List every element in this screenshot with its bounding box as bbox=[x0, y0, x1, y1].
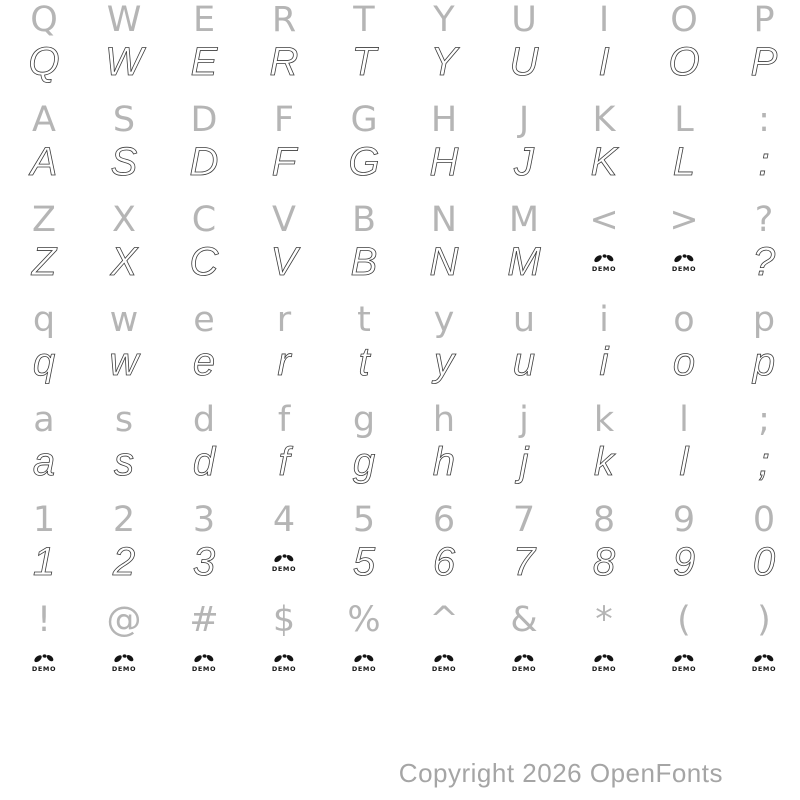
reference-glyph: A bbox=[32, 100, 56, 140]
demo-font-glyph: A bbox=[30, 140, 58, 184]
demo-ornament-icon bbox=[193, 652, 215, 665]
reference-glyph: V bbox=[272, 200, 296, 240]
demo-font-glyph: K bbox=[590, 140, 618, 184]
demo-font-glyph: 1 bbox=[32, 540, 56, 584]
glyph-group-3 bbox=[4, 200, 800, 300]
demo-font-glyph: o bbox=[672, 340, 696, 384]
demo-font-glyph: u bbox=[512, 340, 536, 384]
demo-font-row bbox=[4, 40, 800, 84]
glyph-group-2 bbox=[4, 100, 800, 200]
reference-glyph: Z bbox=[32, 200, 56, 240]
demo-word-label: DEMO bbox=[671, 264, 697, 273]
reference-glyph: G bbox=[350, 100, 378, 140]
demo-font-glyph: p bbox=[752, 340, 776, 384]
demo-word-label: DEMO bbox=[431, 664, 457, 673]
reference-glyph: ? bbox=[754, 200, 774, 240]
reference-glyph: 2 bbox=[112, 500, 136, 540]
reference-glyph: K bbox=[592, 100, 616, 140]
demo-ornament-icon bbox=[593, 652, 615, 665]
reference-row bbox=[4, 200, 800, 240]
demo-font-glyph: q bbox=[32, 340, 56, 384]
demo-font-glyph: 6 bbox=[432, 540, 456, 584]
demo-placeholder-glyph bbox=[564, 240, 644, 284]
reference-glyph: $ bbox=[272, 600, 296, 640]
reference-glyph: < bbox=[589, 200, 619, 240]
reference-row bbox=[4, 100, 800, 140]
reference-glyph: h bbox=[432, 400, 456, 440]
demo-word-label: DEMO bbox=[591, 664, 617, 673]
reference-glyph: s bbox=[114, 400, 134, 440]
reference-glyph: 8 bbox=[592, 500, 616, 540]
demo-font-glyph: E bbox=[190, 40, 218, 84]
demo-placeholder-glyph bbox=[244, 540, 324, 584]
reference-glyph: ^ bbox=[429, 600, 459, 640]
copyright-text: Copyright 2026 OpenFonts bbox=[398, 758, 723, 788]
demo-mark bbox=[752, 652, 776, 673]
glyph-group-7 bbox=[4, 600, 800, 700]
demo-word-label: DEMO bbox=[111, 664, 137, 673]
demo-placeholder-glyph bbox=[164, 640, 244, 684]
glyph-group-5 bbox=[4, 400, 800, 500]
reference-glyph: D bbox=[190, 100, 218, 140]
reference-glyph: F bbox=[273, 100, 295, 140]
demo-font-glyph: N bbox=[429, 240, 459, 284]
demo-mark bbox=[672, 252, 696, 273]
demo-ornament-icon bbox=[433, 652, 455, 665]
demo-font-glyph: t bbox=[358, 340, 370, 384]
demo-font-glyph: g bbox=[352, 440, 376, 484]
reference-glyph: ; bbox=[758, 400, 770, 440]
demo-font-glyph: P bbox=[750, 40, 778, 84]
demo-ornament-icon bbox=[273, 552, 295, 565]
reference-row bbox=[4, 500, 800, 540]
reference-glyph: f bbox=[277, 400, 291, 440]
demo-font-glyph: r bbox=[277, 340, 291, 384]
demo-word-label: DEMO bbox=[31, 664, 57, 673]
reference-glyph: 3 bbox=[192, 500, 216, 540]
reference-glyph: w bbox=[109, 300, 139, 340]
reference-glyph: 9 bbox=[672, 500, 696, 540]
reference-glyph: u bbox=[512, 300, 536, 340]
demo-font-glyph: k bbox=[594, 440, 614, 484]
demo-ornament-icon bbox=[353, 652, 375, 665]
reference-glyph: J bbox=[518, 100, 530, 140]
demo-font-glyph: 9 bbox=[672, 540, 696, 584]
reference-glyph: : bbox=[758, 100, 770, 140]
demo-font-row bbox=[4, 440, 800, 484]
reference-glyph: k bbox=[593, 400, 615, 440]
reference-glyph: r bbox=[276, 300, 292, 340]
demo-font-row bbox=[4, 640, 800, 684]
glyph-group-6 bbox=[4, 500, 800, 600]
demo-font-glyph: s bbox=[114, 440, 134, 484]
reference-glyph: # bbox=[189, 600, 219, 640]
demo-mark bbox=[352, 652, 376, 673]
reference-glyph: & bbox=[510, 600, 538, 640]
demo-font-glyph: i bbox=[599, 340, 609, 384]
demo-placeholder-glyph bbox=[644, 240, 724, 284]
demo-mark bbox=[112, 652, 136, 673]
reference-glyph: e bbox=[193, 300, 215, 340]
demo-placeholder-glyph bbox=[4, 640, 84, 684]
demo-font-glyph: e bbox=[192, 340, 216, 384]
reference-glyph: O bbox=[670, 0, 698, 40]
demo-font-glyph: H bbox=[429, 140, 459, 184]
font-specimen-grid bbox=[4, 0, 800, 700]
demo-font-glyph: l bbox=[679, 440, 689, 484]
demo-word-label: DEMO bbox=[751, 664, 777, 673]
reference-glyph: ( bbox=[677, 600, 691, 640]
demo-word-label: DEMO bbox=[671, 664, 697, 673]
demo-mark bbox=[432, 652, 456, 673]
demo-font-glyph: J bbox=[514, 140, 534, 184]
demo-mark bbox=[272, 652, 296, 673]
reference-glyph: T bbox=[353, 0, 375, 40]
demo-font-glyph: w bbox=[109, 340, 139, 384]
reference-row bbox=[4, 600, 800, 640]
reference-row bbox=[4, 300, 800, 340]
demo-word-label: DEMO bbox=[191, 664, 217, 673]
demo-font-glyph: h bbox=[432, 440, 456, 484]
demo-font-glyph: L bbox=[672, 140, 696, 184]
reference-glyph: 0 bbox=[752, 500, 776, 540]
reference-glyph: * bbox=[595, 600, 613, 640]
reference-glyph: 7 bbox=[512, 500, 536, 540]
demo-font-glyph: T bbox=[351, 40, 377, 84]
demo-font-glyph: O bbox=[668, 40, 700, 84]
demo-mark bbox=[272, 552, 296, 573]
reference-glyph: S bbox=[112, 100, 136, 140]
reference-glyph: y bbox=[433, 300, 455, 340]
demo-placeholder-glyph bbox=[724, 640, 800, 684]
reference-row bbox=[4, 0, 800, 40]
reference-glyph: o bbox=[673, 300, 695, 340]
demo-font-glyph: f bbox=[278, 440, 290, 484]
demo-ornament-icon bbox=[753, 652, 775, 665]
reference-glyph: i bbox=[599, 300, 609, 340]
glyph-group-4 bbox=[4, 300, 800, 400]
demo-font-glyph: 5 bbox=[352, 540, 376, 584]
demo-ornament-icon bbox=[673, 252, 695, 265]
demo-font-glyph: M bbox=[507, 240, 541, 284]
demo-font-glyph: G bbox=[348, 140, 380, 184]
glyph-group-1 bbox=[4, 0, 800, 100]
reference-glyph: 1 bbox=[32, 500, 56, 540]
demo-mark bbox=[512, 652, 536, 673]
reference-glyph: R bbox=[271, 0, 297, 40]
reference-glyph: t bbox=[357, 300, 371, 340]
reference-glyph: 6 bbox=[432, 500, 456, 540]
demo-ornament-icon bbox=[33, 652, 55, 665]
demo-word-label: DEMO bbox=[591, 264, 617, 273]
reference-glyph: 4 bbox=[272, 500, 296, 540]
demo-font-glyph: S bbox=[110, 140, 138, 184]
reference-glyph: L bbox=[674, 100, 694, 140]
reference-glyph: H bbox=[430, 100, 458, 140]
demo-placeholder-glyph bbox=[404, 640, 484, 684]
reference-glyph: Q bbox=[30, 0, 58, 40]
demo-font-glyph: d bbox=[192, 440, 216, 484]
demo-font-row bbox=[4, 540, 800, 584]
reference-glyph: l bbox=[679, 400, 689, 440]
demo-placeholder-glyph bbox=[324, 640, 404, 684]
reference-glyph: g bbox=[352, 400, 376, 440]
demo-font-glyph: y bbox=[434, 340, 454, 384]
demo-font-glyph: D bbox=[189, 140, 219, 184]
demo-font-glyph: j bbox=[519, 440, 529, 484]
reference-glyph: ! bbox=[36, 600, 52, 640]
demo-word-label: DEMO bbox=[271, 564, 297, 573]
demo-placeholder-glyph bbox=[484, 640, 564, 684]
demo-word-label: DEMO bbox=[351, 664, 377, 673]
demo-font-glyph: 8 bbox=[592, 540, 616, 584]
demo-font-glyph: F bbox=[271, 140, 297, 184]
demo-font-glyph: U bbox=[509, 40, 539, 84]
reference-glyph: B bbox=[351, 200, 376, 240]
demo-font-row bbox=[4, 340, 800, 384]
demo-font-glyph: 0 bbox=[752, 540, 776, 584]
demo-font-glyph: a bbox=[32, 440, 56, 484]
demo-font-row bbox=[4, 240, 800, 284]
demo-ornament-icon bbox=[673, 652, 695, 665]
demo-font-glyph: : bbox=[758, 140, 770, 184]
demo-mark bbox=[592, 252, 616, 273]
demo-word-label: DEMO bbox=[511, 664, 537, 673]
demo-font-row bbox=[4, 140, 800, 184]
reference-glyph: 5 bbox=[352, 500, 376, 540]
reference-row bbox=[4, 400, 800, 440]
demo-font-glyph: V bbox=[270, 240, 298, 284]
demo-placeholder-glyph bbox=[244, 640, 324, 684]
demo-font-glyph: ; bbox=[758, 440, 770, 484]
reference-glyph: a bbox=[33, 400, 55, 440]
reference-glyph: @ bbox=[106, 600, 142, 640]
reference-glyph: U bbox=[511, 0, 537, 40]
reference-glyph: N bbox=[430, 200, 458, 240]
demo-font-glyph: ? bbox=[752, 240, 776, 284]
demo-font-glyph: 7 bbox=[512, 540, 536, 584]
demo-font-glyph: B bbox=[350, 240, 378, 284]
demo-ornament-icon bbox=[113, 652, 135, 665]
demo-font-glyph: W bbox=[105, 40, 143, 84]
reference-glyph: Y bbox=[433, 0, 455, 40]
reference-glyph: E bbox=[192, 0, 216, 40]
reference-glyph: d bbox=[192, 400, 216, 440]
demo-ornament-icon bbox=[273, 652, 295, 665]
reference-glyph: W bbox=[106, 0, 142, 40]
reference-glyph: M bbox=[508, 200, 540, 240]
demo-mark bbox=[672, 652, 696, 673]
demo-placeholder-glyph bbox=[644, 640, 724, 684]
demo-mark bbox=[592, 652, 616, 673]
demo-ornament-icon bbox=[593, 252, 615, 265]
demo-font-glyph: 3 bbox=[192, 540, 216, 584]
demo-placeholder-glyph bbox=[84, 640, 164, 684]
demo-mark bbox=[192, 652, 216, 673]
demo-font-glyph: I bbox=[598, 40, 610, 84]
demo-font-glyph: Q bbox=[28, 40, 60, 84]
demo-word-label: DEMO bbox=[271, 664, 297, 673]
demo-font-glyph: Y bbox=[430, 40, 458, 84]
demo-font-glyph: X bbox=[110, 240, 138, 284]
demo-font-glyph: Z bbox=[31, 240, 57, 284]
reference-glyph: P bbox=[753, 0, 775, 40]
demo-ornament-icon bbox=[513, 652, 535, 665]
reference-glyph: q bbox=[32, 300, 56, 340]
reference-glyph: p bbox=[752, 300, 776, 340]
demo-mark bbox=[32, 652, 56, 673]
reference-glyph: ) bbox=[757, 600, 771, 640]
reference-glyph: > bbox=[669, 200, 699, 240]
reference-glyph: % bbox=[347, 600, 381, 640]
demo-font-glyph: R bbox=[269, 40, 299, 84]
reference-glyph: C bbox=[191, 200, 217, 240]
demo-font-glyph: 2 bbox=[112, 540, 136, 584]
reference-glyph: I bbox=[598, 0, 610, 40]
reference-glyph: j bbox=[519, 400, 529, 440]
reference-glyph: X bbox=[112, 200, 136, 240]
demo-font-glyph: C bbox=[189, 240, 219, 284]
demo-placeholder-glyph bbox=[564, 640, 644, 684]
